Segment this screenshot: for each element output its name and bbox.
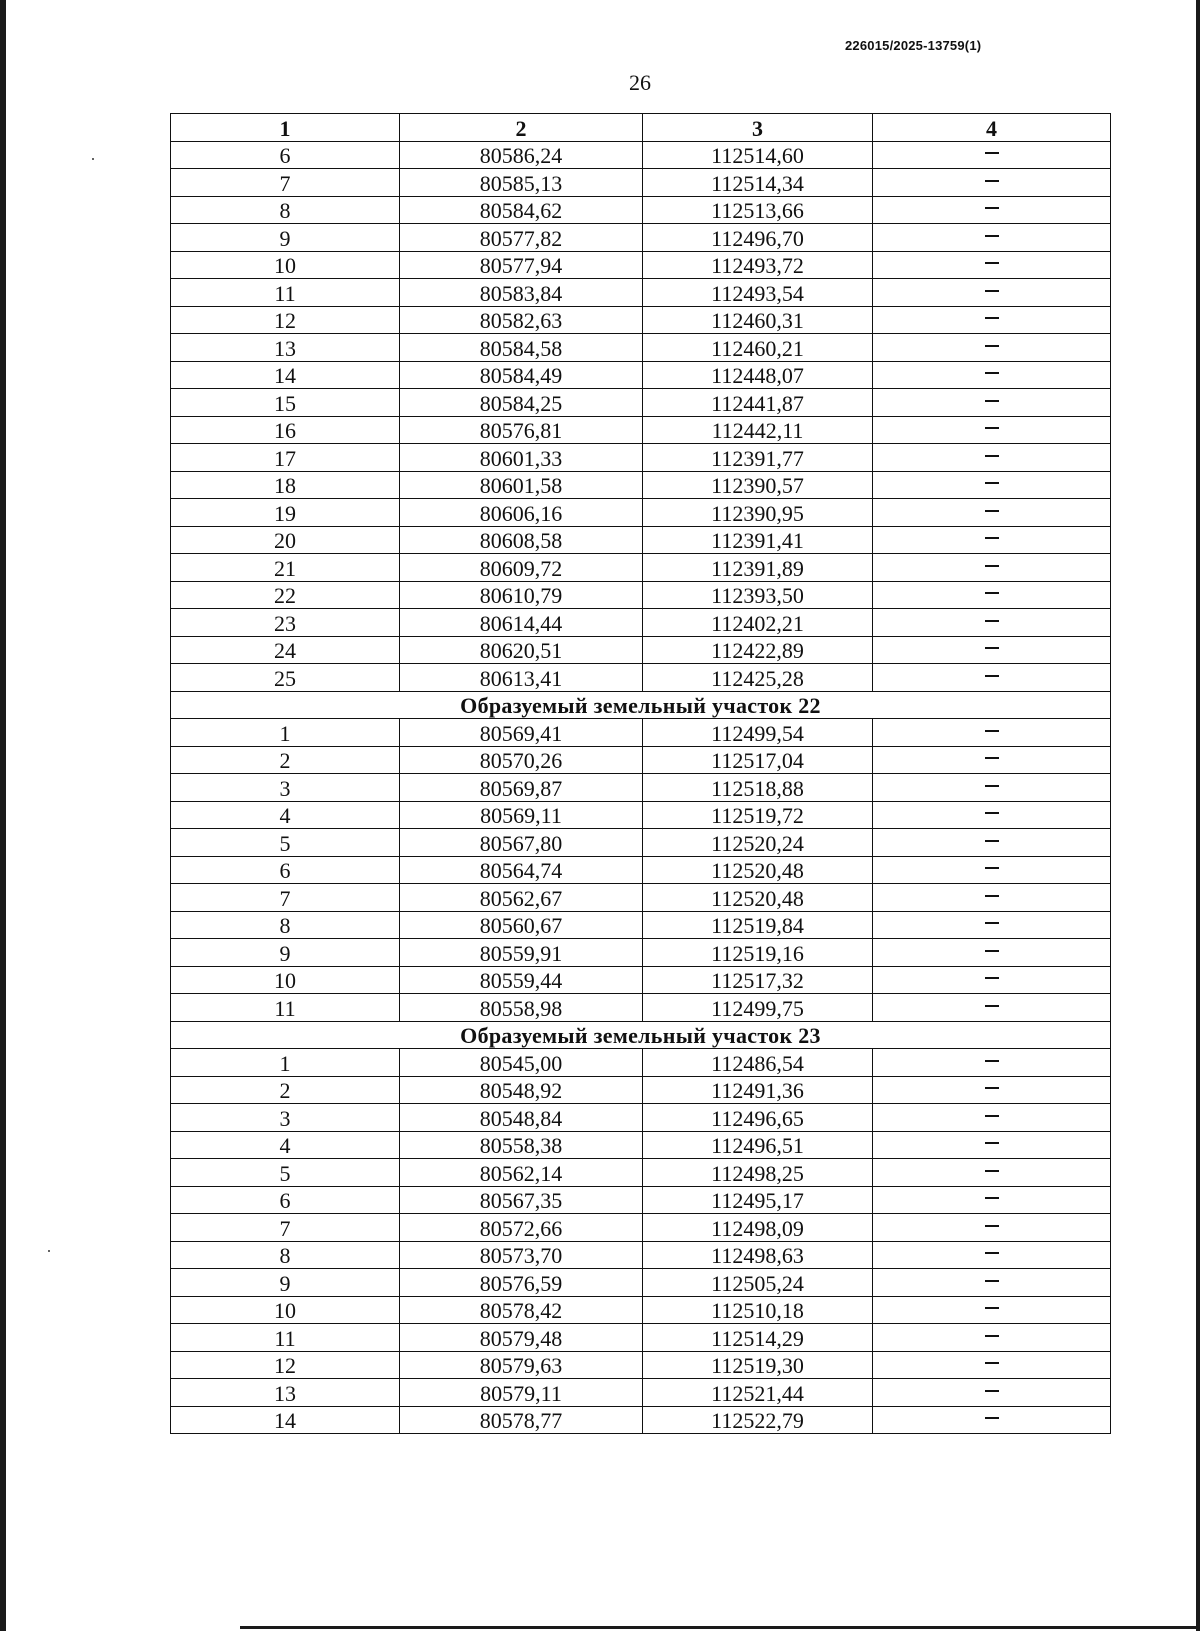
empty-value-dash: [873, 1324, 1111, 1352]
empty-value-dash: [873, 1406, 1111, 1434]
y-coordinate-cell: 112495,17: [643, 1186, 873, 1214]
table-row: [171, 306, 1111, 334]
y-coordinate-cell: 112513,66: [643, 196, 873, 224]
scan-edge-right: [1196, 0, 1200, 1631]
coordinates-table-container: [170, 113, 1110, 1434]
table-row: [171, 251, 1111, 279]
empty-value-dash: [873, 856, 1111, 884]
y-coordinate-cell: 112514,34: [643, 169, 873, 197]
y-coordinate-cell: 112519,16: [643, 939, 873, 967]
point-number-cell: 6: [171, 856, 400, 884]
table-row: [171, 856, 1111, 884]
x-coordinate-cell: 80584,25: [400, 389, 643, 417]
table-row: [171, 1049, 1111, 1077]
point-number-cell: 12: [171, 306, 400, 334]
y-coordinate-cell: 112510,18: [643, 1296, 873, 1324]
x-coordinate-cell: 80579,63: [400, 1351, 643, 1379]
y-coordinate-cell: 112402,21: [643, 609, 873, 637]
y-coordinate-cell: 112514,60: [643, 141, 873, 169]
x-coordinate-cell: 80614,44: [400, 609, 643, 637]
x-coordinate-cell: 80579,11: [400, 1379, 643, 1407]
empty-value-dash: [873, 1296, 1111, 1324]
empty-value-dash: [873, 966, 1111, 994]
y-coordinate-cell: 112491,36: [643, 1076, 873, 1104]
y-coordinate-cell: 112496,70: [643, 224, 873, 252]
point-number-cell: 25: [171, 664, 400, 692]
x-coordinate-cell: 80576,81: [400, 416, 643, 444]
empty-value-dash: [873, 306, 1111, 334]
table-row: [171, 499, 1111, 527]
column-header: 4: [873, 114, 1111, 142]
empty-value-dash: [873, 471, 1111, 499]
y-coordinate-cell: 112499,54: [643, 719, 873, 747]
empty-value-dash: [873, 389, 1111, 417]
table-row: [171, 1131, 1111, 1159]
empty-value-dash: [873, 416, 1111, 444]
x-coordinate-cell: 80608,58: [400, 526, 643, 554]
empty-value-dash: [873, 1049, 1111, 1077]
dash-mark: [985, 592, 999, 594]
section-heading: Образуемый земельный участок 22: [171, 691, 1111, 719]
dash-mark: [985, 1280, 999, 1282]
empty-value-dash: [873, 1104, 1111, 1132]
y-coordinate-cell: 112425,28: [643, 664, 873, 692]
dash-mark: [985, 620, 999, 622]
dash-mark: [985, 400, 999, 402]
point-number-cell: 7: [171, 884, 400, 912]
point-number-cell: 13: [171, 334, 400, 362]
empty-value-dash: [873, 279, 1111, 307]
table-row: [171, 526, 1111, 554]
table-row: [171, 1186, 1111, 1214]
dash-mark: [985, 180, 999, 182]
dash-mark: [985, 152, 999, 154]
y-coordinate-cell: 112519,72: [643, 801, 873, 829]
empty-value-dash: [873, 1379, 1111, 1407]
y-coordinate-cell: 112422,89: [643, 636, 873, 664]
x-coordinate-cell: 80620,51: [400, 636, 643, 664]
table-row: [171, 471, 1111, 499]
empty-value-dash: [873, 141, 1111, 169]
point-number-cell: 11: [171, 279, 400, 307]
y-coordinate-cell: 112498,09: [643, 1214, 873, 1242]
table-row: [171, 416, 1111, 444]
point-number-cell: 24: [171, 636, 400, 664]
table-row: [171, 664, 1111, 692]
y-coordinate-cell: 112486,54: [643, 1049, 873, 1077]
x-coordinate-cell: 80567,80: [400, 829, 643, 857]
scan-edge-bottom: [240, 1626, 1200, 1629]
table-row: [171, 224, 1111, 252]
y-coordinate-cell: 112496,65: [643, 1104, 873, 1132]
x-coordinate-cell: 80548,84: [400, 1104, 643, 1132]
dash-mark: [985, 1225, 999, 1227]
y-coordinate-cell: 112498,63: [643, 1241, 873, 1269]
y-coordinate-cell: 112517,04: [643, 746, 873, 774]
dash-mark: [985, 950, 999, 952]
table-row: [171, 1241, 1111, 1269]
empty-value-dash: [873, 829, 1111, 857]
table-row: [171, 1296, 1111, 1324]
empty-value-dash: [873, 251, 1111, 279]
dash-mark: [985, 922, 999, 924]
empty-value-dash: [873, 361, 1111, 389]
point-number-cell: 4: [171, 1131, 400, 1159]
column-header: 3: [643, 114, 873, 142]
empty-value-dash: [873, 1269, 1111, 1297]
point-number-cell: 9: [171, 224, 400, 252]
y-coordinate-cell: 112519,84: [643, 911, 873, 939]
point-number-cell: 2: [171, 1076, 400, 1104]
empty-value-dash: [873, 554, 1111, 582]
point-number-cell: 23: [171, 609, 400, 637]
scan-speck: [92, 158, 94, 160]
table-row: [171, 581, 1111, 609]
scan-edge-left: [0, 0, 6, 1631]
table-row: [171, 444, 1111, 472]
point-number-cell: 1: [171, 719, 400, 747]
dash-mark: [985, 482, 999, 484]
x-coordinate-cell: 80584,58: [400, 334, 643, 362]
x-coordinate-cell: 80576,59: [400, 1269, 643, 1297]
point-number-cell: 15: [171, 389, 400, 417]
point-number-cell: 6: [171, 141, 400, 169]
table-row: [171, 966, 1111, 994]
x-coordinate-cell: 80601,33: [400, 444, 643, 472]
y-coordinate-cell: 112521,44: [643, 1379, 873, 1407]
dash-mark: [985, 647, 999, 649]
document-number: 226015/2025-13759(1): [845, 38, 982, 53]
x-coordinate-cell: 80573,70: [400, 1241, 643, 1269]
point-number-cell: 22: [171, 581, 400, 609]
empty-value-dash: [873, 636, 1111, 664]
y-coordinate-cell: 112442,11: [643, 416, 873, 444]
y-coordinate-cell: 112390,57: [643, 471, 873, 499]
point-number-cell: 2: [171, 746, 400, 774]
dash-mark: [985, 262, 999, 264]
x-coordinate-cell: 80564,74: [400, 856, 643, 884]
empty-value-dash: [873, 664, 1111, 692]
empty-value-dash: [873, 581, 1111, 609]
point-number-cell: 11: [171, 994, 400, 1022]
table-row: [171, 1351, 1111, 1379]
dash-mark: [985, 757, 999, 759]
y-coordinate-cell: 112505,24: [643, 1269, 873, 1297]
x-coordinate-cell: 80548,92: [400, 1076, 643, 1104]
table-row: [171, 719, 1111, 747]
dash-mark: [985, 345, 999, 347]
table-row: [171, 1214, 1111, 1242]
y-coordinate-cell: 112493,54: [643, 279, 873, 307]
x-coordinate-cell: 80559,44: [400, 966, 643, 994]
empty-value-dash: [873, 1186, 1111, 1214]
dash-mark: [985, 895, 999, 897]
table-row: [171, 939, 1111, 967]
point-number-cell: 11: [171, 1324, 400, 1352]
point-number-cell: 4: [171, 801, 400, 829]
table-row: [171, 1379, 1111, 1407]
x-coordinate-cell: 80570,26: [400, 746, 643, 774]
dash-mark: [985, 565, 999, 567]
dash-mark: [985, 1417, 999, 1419]
point-number-cell: 16: [171, 416, 400, 444]
dash-mark: [985, 537, 999, 539]
x-coordinate-cell: 80579,48: [400, 1324, 643, 1352]
point-number-cell: 7: [171, 1214, 400, 1242]
table-row: [171, 389, 1111, 417]
y-coordinate-cell: 112460,21: [643, 334, 873, 362]
x-coordinate-cell: 80569,41: [400, 719, 643, 747]
table-row: [171, 829, 1111, 857]
dash-mark: [985, 1362, 999, 1364]
y-coordinate-cell: 112499,75: [643, 994, 873, 1022]
point-number-cell: 9: [171, 1269, 400, 1297]
x-coordinate-cell: 80558,38: [400, 1131, 643, 1159]
y-coordinate-cell: 112520,48: [643, 884, 873, 912]
point-number-cell: 20: [171, 526, 400, 554]
table-row: [171, 361, 1111, 389]
x-coordinate-cell: 80560,67: [400, 911, 643, 939]
x-coordinate-cell: 80584,49: [400, 361, 643, 389]
empty-value-dash: [873, 1351, 1111, 1379]
y-coordinate-cell: 112393,50: [643, 581, 873, 609]
dash-mark: [985, 455, 999, 457]
x-coordinate-cell: 80569,11: [400, 801, 643, 829]
x-coordinate-cell: 80567,35: [400, 1186, 643, 1214]
empty-value-dash: [873, 774, 1111, 802]
point-number-cell: 8: [171, 196, 400, 224]
x-coordinate-cell: 80559,91: [400, 939, 643, 967]
y-coordinate-cell: 112514,29: [643, 1324, 873, 1352]
page-number: 26: [629, 70, 651, 95]
table-row: [171, 334, 1111, 362]
dash-mark: [985, 1170, 999, 1172]
y-coordinate-cell: 112522,79: [643, 1406, 873, 1434]
empty-value-dash: [873, 746, 1111, 774]
section-heading-row: [171, 1021, 1111, 1049]
x-coordinate-cell: 80613,41: [400, 664, 643, 692]
y-coordinate-cell: 112520,24: [643, 829, 873, 857]
table-row: [171, 636, 1111, 664]
x-coordinate-cell: 80578,77: [400, 1406, 643, 1434]
table-row: [171, 1269, 1111, 1297]
empty-value-dash: [873, 884, 1111, 912]
empty-value-dash: [873, 939, 1111, 967]
empty-value-dash: [873, 169, 1111, 197]
point-number-cell: 13: [171, 1379, 400, 1407]
empty-value-dash: [873, 224, 1111, 252]
point-number-cell: 9: [171, 939, 400, 967]
table-row: [171, 911, 1111, 939]
x-coordinate-cell: 80578,42: [400, 1296, 643, 1324]
dash-mark: [985, 840, 999, 842]
point-number-cell: 5: [171, 829, 400, 857]
table-row: [171, 169, 1111, 197]
column-header: 2: [400, 114, 643, 142]
empty-value-dash: [873, 334, 1111, 362]
x-coordinate-cell: 80572,66: [400, 1214, 643, 1242]
scan-speck: [48, 1250, 50, 1252]
dash-mark: [985, 317, 999, 319]
point-number-cell: 7: [171, 169, 400, 197]
table-row: [171, 1324, 1111, 1352]
dash-mark: [985, 675, 999, 677]
point-number-cell: 8: [171, 911, 400, 939]
table-row: [171, 774, 1111, 802]
point-number-cell: 17: [171, 444, 400, 472]
table-row: [171, 884, 1111, 912]
y-coordinate-cell: 112519,30: [643, 1351, 873, 1379]
empty-value-dash: [873, 1214, 1111, 1242]
dash-mark: [985, 1197, 999, 1199]
x-coordinate-cell: 80569,87: [400, 774, 643, 802]
x-coordinate-cell: 80606,16: [400, 499, 643, 527]
dash-mark: [985, 235, 999, 237]
table-row: [171, 196, 1111, 224]
point-number-cell: 8: [171, 1241, 400, 1269]
point-number-cell: 6: [171, 1186, 400, 1214]
y-coordinate-cell: 112391,41: [643, 526, 873, 554]
point-number-cell: 1: [171, 1049, 400, 1077]
dash-mark: [985, 812, 999, 814]
x-coordinate-cell: 80577,94: [400, 251, 643, 279]
section-heading-row: [171, 691, 1111, 719]
empty-value-dash: [873, 994, 1111, 1022]
point-number-cell: 18: [171, 471, 400, 499]
table-row: [171, 801, 1111, 829]
y-coordinate-cell: 112441,87: [643, 389, 873, 417]
empty-value-dash: [873, 911, 1111, 939]
point-number-cell: 3: [171, 1104, 400, 1132]
empty-value-dash: [873, 444, 1111, 472]
y-coordinate-cell: 112391,77: [643, 444, 873, 472]
dash-mark: [985, 1390, 999, 1392]
point-number-cell: 21: [171, 554, 400, 582]
point-number-cell: 10: [171, 1296, 400, 1324]
dash-mark: [985, 730, 999, 732]
dash-mark: [985, 867, 999, 869]
point-number-cell: 10: [171, 251, 400, 279]
point-number-cell: 3: [171, 774, 400, 802]
point-number-cell: 14: [171, 361, 400, 389]
dash-mark: [985, 1142, 999, 1144]
dash-mark: [985, 427, 999, 429]
y-coordinate-cell: 112520,48: [643, 856, 873, 884]
empty-value-dash: [873, 609, 1111, 637]
y-coordinate-cell: 112496,51: [643, 1131, 873, 1159]
table-row: [171, 1159, 1111, 1187]
table-row: [171, 1104, 1111, 1132]
y-coordinate-cell: 112460,31: [643, 306, 873, 334]
dash-mark: [985, 510, 999, 512]
table-row: [171, 141, 1111, 169]
x-coordinate-cell: 80610,79: [400, 581, 643, 609]
point-number-cell: 12: [171, 1351, 400, 1379]
empty-value-dash: [873, 1241, 1111, 1269]
point-number-cell: 19: [171, 499, 400, 527]
table-body: [171, 141, 1111, 1434]
point-number-cell: 10: [171, 966, 400, 994]
dash-mark: [985, 207, 999, 209]
dash-mark: [985, 1335, 999, 1337]
empty-value-dash: [873, 1076, 1111, 1104]
table-row: [171, 554, 1111, 582]
dash-mark: [985, 1087, 999, 1089]
empty-value-dash: [873, 1131, 1111, 1159]
dash-mark: [985, 785, 999, 787]
x-coordinate-cell: 80577,82: [400, 224, 643, 252]
empty-value-dash: [873, 499, 1111, 527]
x-coordinate-cell: 80562,67: [400, 884, 643, 912]
x-coordinate-cell: 80583,84: [400, 279, 643, 307]
column-header: 1: [171, 114, 400, 142]
table-row: [171, 609, 1111, 637]
dash-mark: [985, 372, 999, 374]
y-coordinate-cell: 112448,07: [643, 361, 873, 389]
y-coordinate-cell: 112517,32: [643, 966, 873, 994]
x-coordinate-cell: 80582,63: [400, 306, 643, 334]
point-number-cell: 5: [171, 1159, 400, 1187]
x-coordinate-cell: 80601,58: [400, 471, 643, 499]
x-coordinate-cell: 80585,13: [400, 169, 643, 197]
x-coordinate-cell: 80545,00: [400, 1049, 643, 1077]
table-row: [171, 279, 1111, 307]
table-row: [171, 1076, 1111, 1104]
dash-mark: [985, 290, 999, 292]
section-heading: Образуемый земельный участок 23: [171, 1021, 1111, 1049]
y-coordinate-cell: 112390,95: [643, 499, 873, 527]
point-number-cell: 14: [171, 1406, 400, 1434]
coordinates-table: [170, 113, 1111, 1434]
empty-value-dash: [873, 1159, 1111, 1187]
dash-mark: [985, 1307, 999, 1309]
x-coordinate-cell: 80562,14: [400, 1159, 643, 1187]
x-coordinate-cell: 80609,72: [400, 554, 643, 582]
table-row: [171, 994, 1111, 1022]
dash-mark: [985, 1005, 999, 1007]
empty-value-dash: [873, 196, 1111, 224]
x-coordinate-cell: 80584,62: [400, 196, 643, 224]
x-coordinate-cell: 80586,24: [400, 141, 643, 169]
empty-value-dash: [873, 526, 1111, 554]
dash-mark: [985, 1060, 999, 1062]
dash-mark: [985, 977, 999, 979]
table-row: [171, 746, 1111, 774]
table-row: [171, 1406, 1111, 1434]
y-coordinate-cell: 112498,25: [643, 1159, 873, 1187]
y-coordinate-cell: 112518,88: [643, 774, 873, 802]
x-coordinate-cell: 80558,98: [400, 994, 643, 1022]
table-header-row: [171, 114, 1111, 142]
empty-value-dash: [873, 801, 1111, 829]
empty-value-dash: [873, 719, 1111, 747]
dash-mark: [985, 1115, 999, 1117]
dash-mark: [985, 1252, 999, 1254]
y-coordinate-cell: 112391,89: [643, 554, 873, 582]
y-coordinate-cell: 112493,72: [643, 251, 873, 279]
